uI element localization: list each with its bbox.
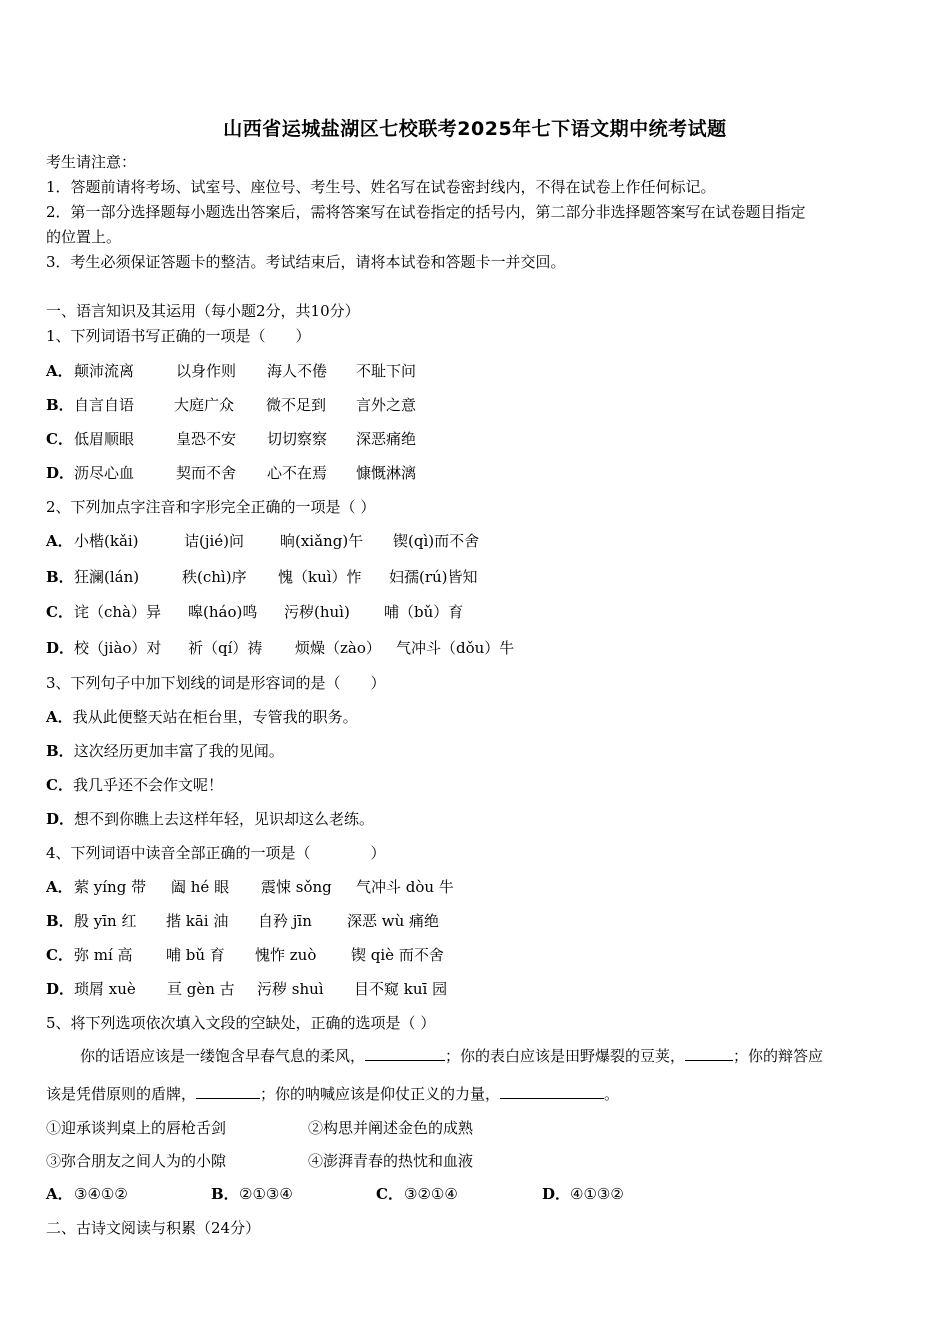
option-word: 言外之意	[356, 396, 417, 414]
option-word: 海人不倦	[267, 362, 328, 380]
option-word: 愧（kuì）怍	[278, 568, 362, 586]
option-word: 亘 gèn 古	[167, 980, 235, 998]
option-word: 污秽 shuì	[257, 980, 324, 998]
q5-choice: ②构思并阐述金色的成熟	[308, 1119, 474, 1137]
option-word: 妇孺(rú)皆知	[389, 568, 478, 586]
notice-heading: 考生请注意：	[46, 153, 137, 171]
option-label: C．	[46, 603, 73, 621]
option-word: 狂澜(lán)	[74, 568, 140, 586]
option-text: 想不到你瞧上去这样年轻，见识却这么老练。	[74, 810, 375, 828]
option-word: 心不在焉	[267, 464, 328, 482]
option-word: 弥 mí 高	[74, 946, 133, 964]
option-label: C．	[46, 776, 73, 794]
q3-option-a	[46, 707, 358, 727]
option-word: 沥尽心血	[74, 464, 135, 482]
option-word: 深恶 wù 痛绝	[347, 912, 440, 930]
q5-choice: ④澎湃青春的热忱和血液	[308, 1152, 474, 1170]
option-word: 气冲斗 dòu 牛	[356, 878, 454, 896]
option-word: 诧（chà）异	[74, 603, 162, 621]
notice-item: 的位置上。	[46, 228, 122, 246]
option-value: ③④①②	[74, 1185, 128, 1203]
option-word: 自言自语	[74, 396, 135, 414]
passage-text: ；你的表白应该是田野爆裂的豆荚，	[445, 1047, 686, 1065]
option-word: 切切察察	[267, 430, 328, 448]
option-word: 气冲斗（dǒu）牛	[396, 639, 515, 657]
option-word: 深恶痛绝	[356, 430, 417, 448]
option-label: B．	[46, 396, 74, 414]
passage-text: 该是凭借原则的盾牌，	[46, 1085, 197, 1103]
answer-blank	[500, 1084, 604, 1099]
option-word: 锲 qiè 而不舍	[351, 946, 444, 964]
option-word: 嗥(háo)鸣	[188, 603, 258, 621]
question-stem: 2、下列加点字注音和字形完全正确的一项是（ ）	[46, 498, 376, 516]
option-word: 阖 hé 眼	[171, 878, 230, 896]
q5-choice: ①迎承谈判桌上的唇枪舌剑	[46, 1119, 227, 1137]
option-label: D．	[46, 464, 75, 482]
option-word: 大庭广众	[174, 396, 235, 414]
option-word: 揩 kāi 油	[166, 912, 229, 930]
option-word: 琐屑 xuè	[74, 980, 136, 998]
option-text: 我几乎还不会作文呢！	[72, 776, 223, 794]
option-label: D．	[46, 980, 75, 998]
option-word: 祈（qí）祷	[188, 639, 263, 657]
q5-passage-line-1	[80, 1046, 823, 1066]
passage-text: ；你的呐喊应该是仰仗正义的力量，	[260, 1085, 501, 1103]
option-word: 目不窥 kuī 园	[354, 980, 448, 998]
option-word: 愧怍 zuò	[255, 946, 317, 964]
passage-text: 你的话语应该是一缕饱含早春气息的柔风，	[80, 1047, 366, 1065]
option-word: 慷慨淋漓	[356, 464, 417, 482]
notice-item: 2．第一部分选择题每小题选出答案后，需将答案写在试卷指定的括号内，第二部分非选择题答案写在试卷题目指定	[46, 203, 806, 221]
q3-option-b	[46, 741, 284, 761]
option-word: 秩(chì)序	[182, 568, 247, 586]
answer-blank	[685, 1046, 733, 1061]
option-label: D．	[542, 1185, 571, 1203]
option-word: 污秽(huì)	[284, 603, 350, 621]
option-word: 颠沛流离	[74, 362, 135, 380]
option-word: 以身作则	[176, 362, 237, 380]
option-word: 诘(jié)问	[184, 532, 245, 550]
option-label: A．	[46, 362, 73, 380]
q5-choice: ③弥合朋友之间人为的小隙	[46, 1152, 227, 1170]
question-stem: 4、下列词语中读音全部正确的一项是（ ）	[46, 844, 386, 862]
option-word: 哺（bǔ）育	[384, 603, 464, 621]
option-word: 锲(qì)而不舍	[393, 532, 480, 550]
option-word: 微不足到	[266, 396, 327, 414]
option-word: 哺 bǔ 育	[166, 946, 225, 964]
option-word: 契而不舍	[176, 464, 237, 482]
passage-text: ；你的辩答应	[733, 1047, 824, 1065]
passage-text: 。	[604, 1085, 620, 1103]
q3-option-d	[46, 809, 374, 829]
page-title: 山西省运城盐湖区七校联考2025年七下语文期中统考试题	[223, 118, 727, 140]
option-word: 小楷(kǎi)	[74, 532, 139, 550]
question-stem: 3、下列句子中加下划线的词是形容词的是（ ）	[46, 674, 386, 692]
answer-blank	[196, 1084, 260, 1099]
option-word: 震悚 sǒng	[261, 878, 332, 896]
option-label: A．	[46, 878, 73, 896]
section-heading: 一、语言知识及其运用（每小题2分，共10分）	[46, 302, 360, 320]
option-word: 自矜 jīn	[258, 912, 312, 930]
option-word: 低眉顺眼	[74, 430, 135, 448]
option-label: B．	[46, 568, 74, 586]
option-word: 萦 yíng 带	[74, 878, 147, 896]
option-label: B．	[46, 912, 74, 930]
notice-item: 3．考生必须保证答题卡的整洁。考试结束后，请将本试卷和答题卡一并交回。	[46, 253, 566, 271]
option-label: A．	[46, 532, 73, 550]
option-text: 这次经历更加丰富了我的见闻。	[73, 742, 284, 760]
option-label: A．	[46, 708, 73, 726]
section-heading: 二、古诗文阅读与积累（24分）	[46, 1219, 261, 1237]
option-label: B．	[46, 742, 74, 760]
question-stem: 5、将下列选项依次填入文段的空缺处，正确的选项是（ ）	[46, 1014, 436, 1032]
option-label: B．	[211, 1185, 239, 1203]
option-label: C．	[46, 946, 73, 964]
option-value: ③②①④	[404, 1185, 458, 1203]
answer-blank	[365, 1046, 445, 1061]
option-label: A．	[46, 1185, 73, 1203]
option-word: 晌(xiǎng)午	[280, 532, 364, 550]
option-value: ②①③④	[239, 1185, 293, 1203]
q3-option-c	[46, 775, 223, 795]
option-label: D．	[46, 810, 75, 828]
q5-passage-line-2	[46, 1084, 619, 1104]
option-value: ④①③②	[570, 1185, 624, 1203]
question-stem: 1、下列词语书写正确的一项是（ ）	[46, 327, 311, 345]
notice-item: 1．答题前请将考场、试室号、座位号、考生号、姓名写在试卷密封线内，不得在试卷上作任何标记。	[46, 178, 716, 196]
option-word: 不耻下问	[356, 362, 417, 380]
option-label: C．	[46, 430, 73, 448]
option-word: 烦燥（zào）	[295, 639, 381, 657]
option-word: 校（jiào）对	[74, 639, 162, 657]
option-word: 皇恐不安	[176, 430, 237, 448]
option-word: 殷 yīn 红	[74, 912, 137, 930]
option-label: C．	[376, 1185, 403, 1203]
option-label: D．	[46, 639, 75, 657]
option-text: 我从此便整天站在柜台里，专管我的职务。	[72, 708, 358, 726]
